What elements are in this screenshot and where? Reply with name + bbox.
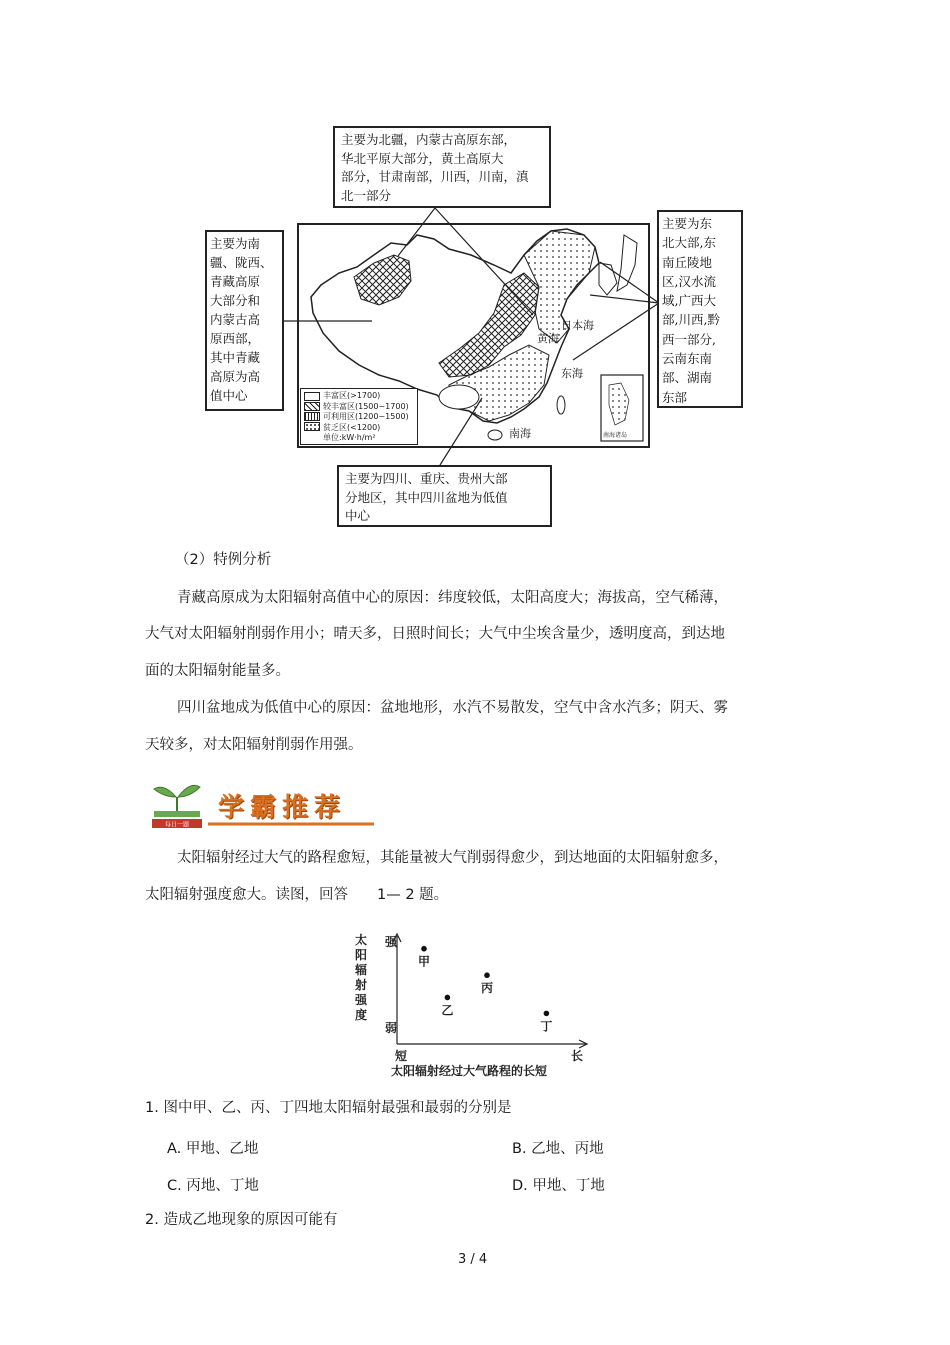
sea-label-japan: 日本海 [561,319,594,332]
callout-line: 北大部,东 [662,235,716,251]
data-point-label: 甲 [418,954,431,969]
data-point [544,1011,550,1017]
callout-line: 高原为高 [210,369,261,384]
question-1-option-c[interactable]: C. 丙地、丁地 [167,1178,259,1194]
callout-east [657,210,743,408]
callout-line: 分地区，其中四川盆地为低值 [345,489,508,505]
legend-item: 贫乏区(<1200) [323,422,381,432]
data-point-label: 乙 [441,1003,454,1018]
chart-points [418,946,552,1033]
callout-north [333,126,551,208]
paragraph-line: 青藏高原成为太阳辐射高值中心的原因：纬度较低，太阳高度大；海拔高，空气稀薄， [177,590,728,606]
x-low-label: 短 [395,1049,408,1063]
banner-title: 学霸推荐 [218,793,347,823]
callout-line: 原西部， [210,331,261,346]
y-axis-title: 太阳辐射强度 [355,933,368,1022]
callout-line: 云南东南 [662,351,713,367]
callout-line: 部、湖南 [662,370,713,386]
inset-label: 南海诸岛 [603,432,628,439]
paragraph-line: 面的太阳辐射能量多。 [145,663,290,679]
section-heading: （2）特例分析 [175,552,272,568]
data-point-label: 丙 [481,981,494,996]
callout-sichuan [337,465,552,527]
question-1-stem: 1. 图中甲、乙、丙、丁四地太阳辐射最强和最弱的分别是 [145,1100,512,1116]
callout-line: 部,川西,黔 [662,312,720,328]
callout-west [205,230,284,411]
paragraph-line: 天较多，对太阳辐射削弱作用强。 [145,737,363,753]
data-point-label: 丁 [540,1019,553,1034]
sea-label-east: 东海 [561,367,583,380]
legend-item: 可利用区(1200~1500) [323,412,409,421]
callout-line: 主要为四川、重庆、贵州大部 [345,471,508,486]
data-point [445,995,451,1001]
legend-item: 较丰富区(1500~1700) [323,401,409,411]
logo-caption: 每日一题 [164,821,190,829]
callout-line: 华北平原大部分，黄土高原大 [341,150,504,166]
callout-line: 中心 [345,508,371,523]
sea-label-south: 南海 [509,427,531,440]
legend-item: 丰富区(>1700) [323,391,381,400]
intro-line: 太阳辐射强度愈大。读图，回答 1— 2 题。 [145,887,449,903]
callout-line: 主要为南 [210,236,261,251]
paragraph-line: 四川盆地成为低值中心的原因：盆地地形，水汽不易散发，空气中含水汽多；阴天、雾 [177,700,728,716]
callout-line: 内蒙古高 [210,312,261,327]
page-number: 3 / 4 [458,1252,488,1267]
question-1-option-a[interactable]: A. 甲地、乙地 [167,1141,259,1157]
radiation-chart [345,924,605,1080]
callout-line: 其中青藏 [210,350,261,365]
paragraph-line: 大气对太阳辐射削弱作用小；晴天多，日照时间长；大气中尘埃含量少，透明度高，到达地 [145,626,725,642]
callout-line: 主要为北疆，内蒙古高原东部， [341,132,517,147]
question-1-option-b[interactable]: B. 乙地、丙地 [512,1141,604,1157]
data-point [484,972,490,978]
callout-line: 部分，甘肃南部，川西，川南，滇 [341,169,529,184]
data-point [421,946,427,952]
x-high-label: 长 [571,1049,584,1063]
x-axis-title: 太阳辐射经过大气路程的长短 [391,1064,548,1078]
callout-line: 主要为东 [662,216,713,231]
intro-line: 太阳辐射经过大气的路程愈短，其能量被大气削弱得愈少，到达地面的太阳辐射愈多， [177,850,728,866]
y-low-label: 弱 [385,1021,398,1035]
legend-unit: 单位:kW·h/m² [323,433,376,442]
question-1-option-d[interactable]: D. 甲地、丁地 [512,1178,605,1194]
callout-line: 值中心 [210,388,248,403]
question-2-stem: 2. 造成乙地现象的原因可能有 [145,1212,338,1228]
callout-line: 疆、陇西、 [210,255,273,270]
callout-line: 西一部分, [662,331,716,347]
callout-line: 大部分和 [210,293,261,308]
callout-line: 青藏高原 [210,274,261,289]
callout-line: 北一部分 [341,187,392,203]
sea-label-yellow: 黄海 [537,332,559,345]
callout-line: 域,广西大 [662,293,716,309]
y-high-label: 强 [385,935,398,949]
callout-line: 东部 [662,389,688,405]
callout-line: 南丘陵地 [662,254,713,270]
callout-line: 区,汉水流 [662,273,716,289]
